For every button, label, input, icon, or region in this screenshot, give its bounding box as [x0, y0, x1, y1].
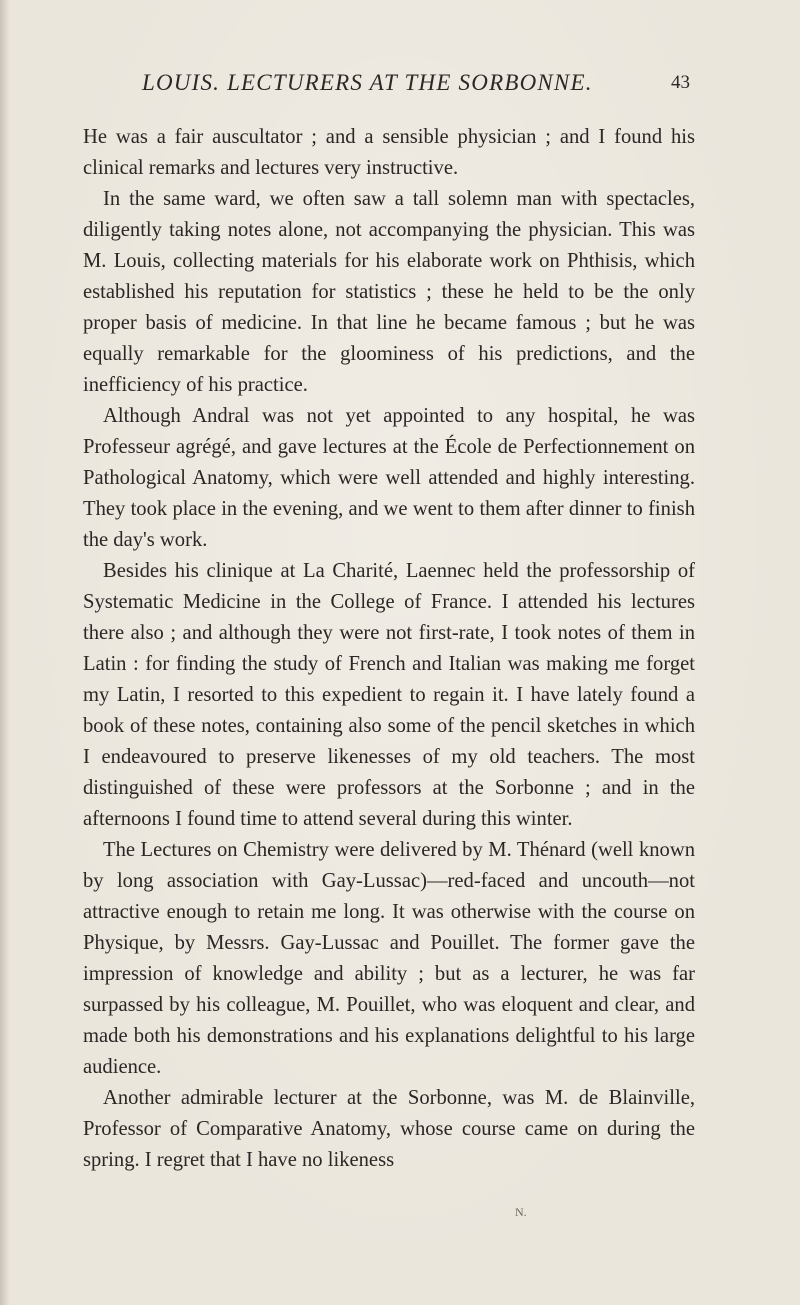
body-text: [83, 122, 695, 1176]
paragraph-3: Although Andral was not yet appointed to any hospital, he was Professeur agrégé, and gave lectures at the École de Perfectionnement on Pathological Anatomy, which were well attended and highly interesting. They took place in the evening, and we went to them after dinner to finish the day's work.: [83, 405, 695, 551]
signature-mark: N.: [515, 1205, 527, 1219]
paragraph-6: Another admirable lecturer at the Sorbonne, was M. de Blainville, Professor of Comparative Anatomy, whose course came on during the spring. I regret that I have no likeness: [83, 1087, 695, 1171]
page-header: [100, 70, 690, 106]
page-number: 43: [671, 72, 690, 93]
paragraph-4: Besides his clinique at La Charité, Laennec held the professorship of Systematic Medicine in the College of France. I attended his lectures there also ; and although they were not first-rate, I took notes of them in Latin : for finding the study of French and Italian was making me forget my Latin, I resorted to this expedient to regain it. I have lately found a book of these notes, containing also some of the pencil sketches in which I endeavoured to preserve likenesses of my old teachers. The most distinguished of these were professors at the Sorbonne ; and in the afternoons I found time to attend several during this winter.: [83, 560, 695, 830]
running-head: LOUIS. LECTURERS AT THE SORBONNE.: [142, 70, 593, 95]
paragraph-1: He was a fair auscultator ; and a sensible physician ; and I found his clinical remarks and lectures very instructive.: [83, 126, 695, 179]
paragraph-5: The Lectures on Chemistry were delivered by M. Thénard (well known by long association with Gay-Lussac)—red-faced and uncouth—not attractive enough to retain me long. It was otherwise with the course on Physique, by Messrs. Gay-Lussac and Pouillet. The former gave the impression of knowledge and ability ; but as a lecturer, he was far surpassed by his colleague, M. Pouillet, who was eloquent and clear, and made both his demonstrations and his explanations delightful to his large audience.: [83, 839, 695, 1078]
page-edge-shadow: [0, 0, 10, 1305]
paragraph-2: In the same ward, we often saw a tall solemn man with spectacles, diligently taking notes alone, not accompanying the physician. This was M. Louis, collecting materials for his elaborate work on Phthisis, which established his reputation for statistics ; these he held to be the only proper basis of medicine. In that line he became famous ; but he was equally remarkable for the gloominess of his predictions, and the inefficiency of his practice.: [83, 188, 695, 396]
